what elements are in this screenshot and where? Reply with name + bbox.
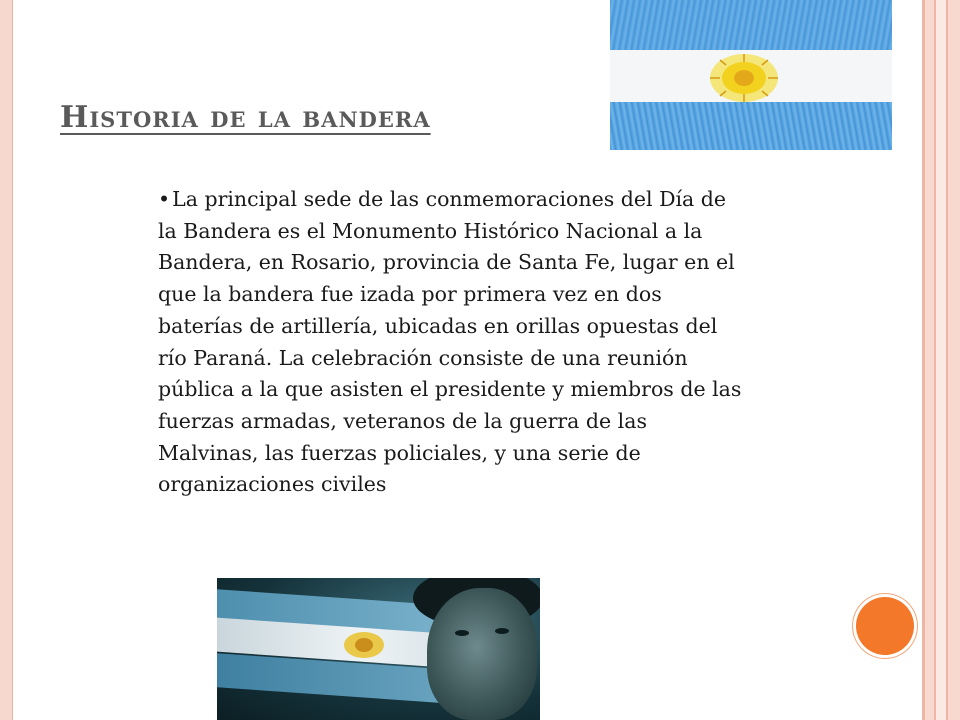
portrait-eye-right bbox=[495, 628, 509, 634]
sun-of-may-icon bbox=[706, 52, 782, 104]
portrait-face bbox=[427, 588, 537, 720]
body-paragraph: La principal sede de las conmemoraciones del Día de la Bandera es el Monumento Histórico Nacional a la Bandera, en Rosario, provincia de Santa Fe, lugar en el que la bandera fue izada por primera vez en dos baterías de artillería, ubicadas en orillas opuestas del río Paraná. La celebración consiste de una reunión pública a la que asisten el presidente y miembros de las fuerzas armadas, veteranos de la guerra de las Malvinas, las fuerzas policiales, y una serie de organizaciones civiles bbox=[158, 187, 742, 497]
portrait-sun-icon bbox=[342, 630, 386, 660]
flag-top-band bbox=[610, 0, 892, 50]
left-border-decoration bbox=[0, 0, 13, 720]
bullet-marker: • bbox=[158, 187, 171, 211]
slide-title: Historia de la bandera bbox=[60, 100, 431, 135]
orange-circle-decoration bbox=[856, 597, 914, 655]
slide-body bbox=[158, 184, 748, 501]
flag-drawing-image bbox=[610, 0, 892, 150]
portrait-eye-left bbox=[455, 630, 469, 636]
right-stripe-decoration bbox=[916, 0, 960, 720]
portrait-image bbox=[217, 578, 540, 720]
flag-bottom-band bbox=[610, 102, 892, 150]
